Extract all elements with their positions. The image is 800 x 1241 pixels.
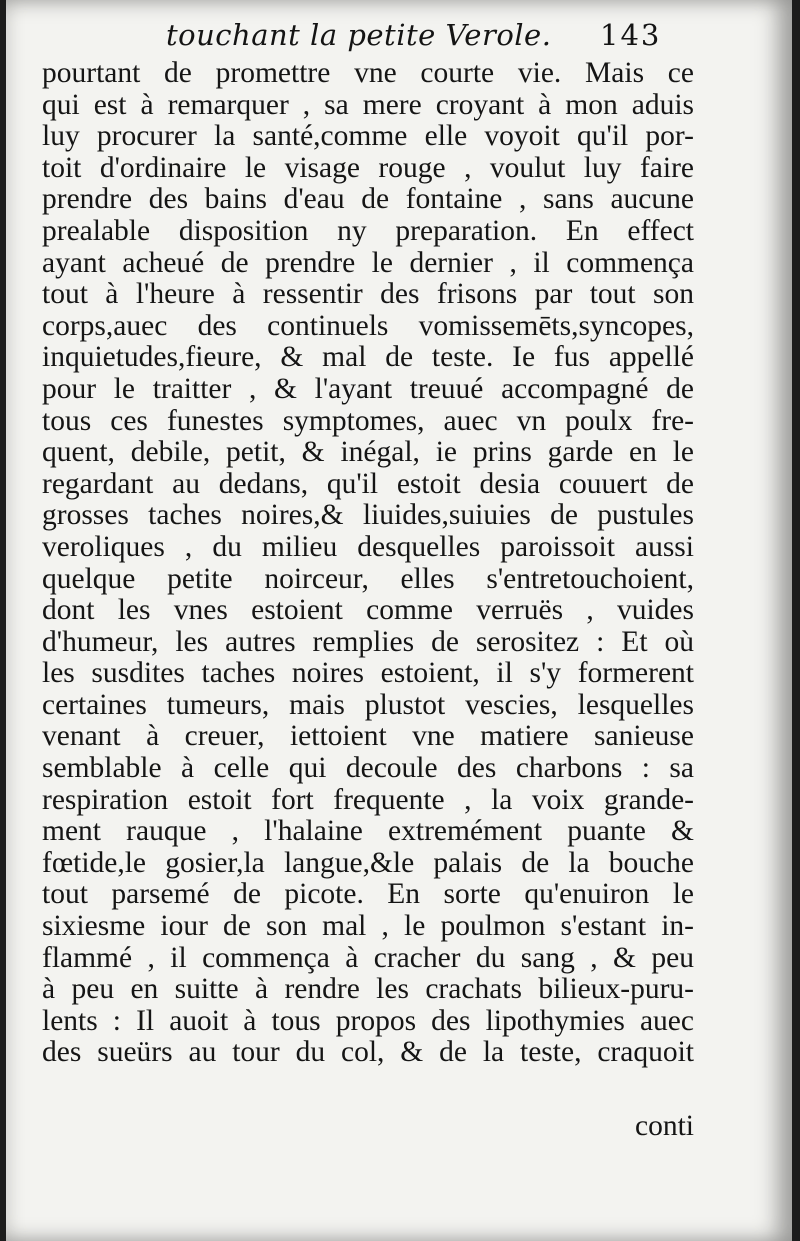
text-line: d'humeur, les autres remplies de serositez : Et où <box>42 626 694 658</box>
text-line: prendre des bains d'eau de fontaine , sans aucune <box>42 184 694 216</box>
text-line: qui est à remarquer , sa mere croyant à mon aduis <box>42 89 694 121</box>
text-line: tout parsemé de picote. En sorte qu'enuiron le <box>42 879 694 911</box>
running-title: touchant la petite Verole. <box>166 18 552 52</box>
text-line: certaines tumeurs, mais plustot vescies, lesquelles <box>42 689 694 721</box>
text-line: respiration estoit fort frequente , la voix grande- <box>42 784 694 816</box>
text-line: les susdites taches noires estoient, il s'y formerent <box>42 658 694 690</box>
text-line: veroliques , du milieu desquelles paroissoit aussi <box>42 531 694 563</box>
body-text <box>42 58 694 1069</box>
text-line: ment rauque , l'halaine extremément puante & <box>42 816 694 848</box>
text-line: dont les vnes estoient comme verruës , vuides <box>42 595 694 627</box>
page-number: 143 <box>600 18 662 52</box>
text-line: prealable disposition ny preparation. En effect <box>42 215 694 247</box>
catchword: conti <box>635 1110 694 1142</box>
text-line: sixiesme iour de son mal , le poulmon s'estant in- <box>42 911 694 943</box>
text-line: venant à creuer, iettoient vne matiere sanieuse <box>42 721 694 753</box>
text-line: flammé , il commença à cracher du sang , & peu <box>42 942 694 974</box>
text-line: des sueürs au tour du col, & de la teste, craquoit <box>42 1037 694 1069</box>
text-line: pourtant de promettre vne courte vie. Mais ce <box>42 58 694 89</box>
text-line: toit d'ordinaire le visage rouge , voulut luy faire <box>42 152 694 184</box>
text-line: fœtide,le gosier,la langue,&le palais de la bouche <box>42 847 694 879</box>
text-line: luy procurer la santé,comme elle voyoit qu'il por- <box>42 121 694 153</box>
text-line: tout à l'heure à ressentir des frisons par tout son <box>42 279 694 311</box>
text-line: grosses taches noires,& liuides,suiuies de pustules <box>42 500 694 532</box>
running-head <box>6 14 792 62</box>
text-line: quent, debile, petit, & inégal, ie prins garde en le <box>42 437 694 469</box>
text-line: lents : Il auoit à tous propos des lipothymies auec <box>42 1005 694 1037</box>
text-line: inquietudes,fieure, & mal de teste. Ie fus appellé <box>42 342 694 374</box>
text-line: ayant acheué de prendre le dernier , il commença <box>42 247 694 279</box>
text-line: pour le traitter , & l'ayant treuué accompagné de <box>42 373 694 405</box>
text-line: à peu en suitte à rendre les crachats bilieux-puru- <box>42 974 694 1006</box>
text-line: corps,auec des continuels vomissemēts,syncopes, <box>42 310 694 342</box>
book-page <box>6 0 792 1241</box>
text-line: tous ces funestes symptomes, auec vn poulx fre- <box>42 405 694 437</box>
text-line: semblable à celle qui decoule des charbons : sa <box>42 753 694 785</box>
text-line: quelque petite noirceur, elles s'entretouchoient, <box>42 563 694 595</box>
text-line: regardant au dedans, qu'il estoit desia couuert de <box>42 468 694 500</box>
